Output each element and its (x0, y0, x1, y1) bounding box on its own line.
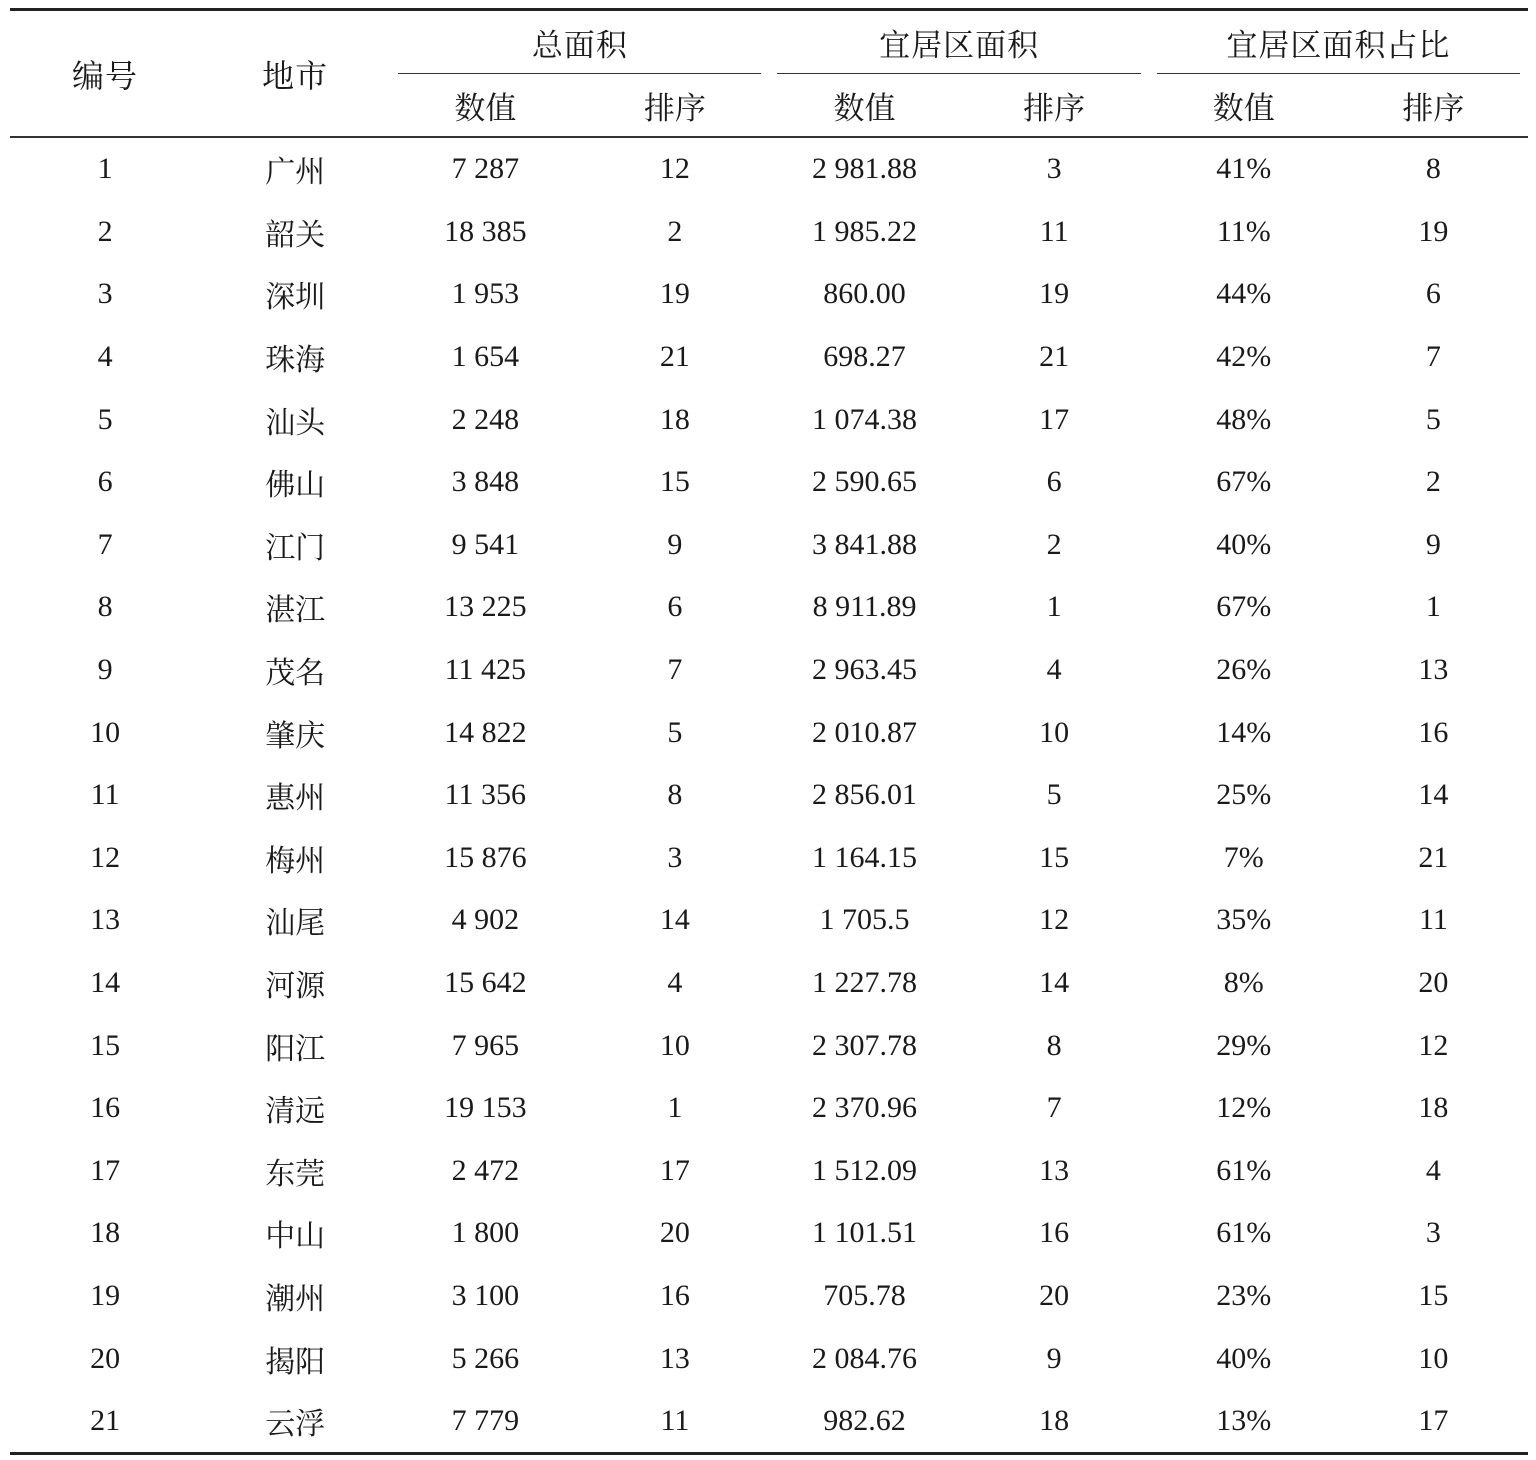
table-header (10, 10, 1528, 138)
cell-ratio-value: 40% (1216, 527, 1272, 561)
cell-ratio-rank: 11 (1418, 903, 1448, 937)
cell-livable-value: 2 981.88 (812, 152, 918, 186)
cell-id: 7 (97, 527, 113, 561)
cell-ratio-value: 14% (1216, 715, 1272, 749)
cell-livable-value: 1 164.15 (812, 840, 918, 874)
cell-total-value: 14 822 (444, 715, 527, 749)
cell-livable-value: 3 841.88 (812, 527, 918, 561)
cell-ratio-value: 29% (1216, 1028, 1272, 1062)
cell-livable-value: 1 512.09 (812, 1153, 918, 1187)
cell-city: 潮州 (265, 1281, 326, 1317)
cell-city: 韶关 (265, 217, 326, 253)
table-row (10, 451, 1528, 514)
cell-ratio-rank: 21 (1418, 840, 1449, 874)
cell-total-rank: 17 (659, 1153, 690, 1187)
table-row (10, 889, 1528, 952)
cell-id: 10 (90, 715, 121, 749)
cell-ratio-rank: 19 (1418, 214, 1449, 248)
cell-ratio-value: 11% (1216, 214, 1271, 248)
cell-livable-value: 1 985.22 (812, 214, 918, 248)
cell-livable-value: 2 084.76 (812, 1341, 918, 1375)
header-group-row (10, 10, 1528, 75)
data-table-container (10, 8, 1528, 1455)
cell-id: 18 (90, 1216, 121, 1250)
cell-city: 揭阳 (265, 1344, 326, 1380)
cell-city: 湛江 (265, 593, 326, 629)
cell-ratio-value: 8% (1223, 966, 1264, 1000)
cell-total-value: 9 541 (451, 527, 520, 561)
cell-ratio-value: 35% (1216, 903, 1272, 937)
cell-ratio-value: 23% (1216, 1278, 1272, 1312)
cell-total-rank: 5 (667, 715, 683, 749)
cell-ratio-rank: 12 (1418, 1028, 1449, 1062)
cell-total-value: 18 385 (444, 214, 527, 248)
cell-city: 清远 (265, 1094, 326, 1130)
header-total-area: 总面积 (390, 10, 769, 75)
header-livable-area: 宜居区面积 (769, 10, 1148, 75)
cell-city: 汕尾 (265, 906, 326, 942)
cell-city: 惠州 (265, 781, 326, 817)
cell-livable-rank: 20 (1039, 1278, 1070, 1312)
table-row (10, 1265, 1528, 1328)
cell-id: 17 (90, 1153, 121, 1187)
cell-total-rank: 20 (659, 1216, 690, 1250)
cell-total-value: 3 100 (451, 1278, 520, 1312)
cell-total-value: 7 779 (390, 1390, 580, 1454)
cell-total-value: 2 472 (451, 1153, 520, 1187)
cell-total-value: 15 642 (444, 966, 527, 1000)
cell-ratio-rank: 15 (1418, 1278, 1449, 1312)
cell-livable-value: 860.00 (823, 277, 906, 311)
cell-livable-value: 1 074.38 (812, 402, 918, 436)
cell-livable-rank: 10 (1039, 715, 1070, 749)
cell-total-value: 11 356 (444, 778, 526, 812)
cell-total-rank: 2 (667, 214, 683, 248)
cell-city: 东莞 (265, 1156, 326, 1192)
cell-livable-value: 2 370.96 (812, 1091, 918, 1125)
cell-city: 肇庆 (265, 718, 326, 754)
header-livable-rank: 排序 (960, 74, 1149, 137)
cell-livable-rank: 17 (1039, 402, 1070, 436)
cell-total-rank: 9 (667, 527, 683, 561)
table-row (10, 137, 1528, 201)
cell-livable-value: 2 590.65 (812, 465, 918, 499)
cell-total-value: 1 800 (451, 1216, 520, 1250)
cell-total-rank: 8 (667, 778, 683, 812)
cell-ratio-rank: 9 (1425, 527, 1441, 561)
table-row (10, 1202, 1528, 1265)
table-row (10, 764, 1528, 827)
table-body (10, 137, 1528, 1454)
header-ratio-value: 数值 (1149, 74, 1339, 137)
cell-ratio-rank: 8 (1425, 152, 1441, 186)
cell-ratio-rank: 14 (1418, 778, 1449, 812)
header-livable-ratio: 宜居区面积占比 (1149, 10, 1528, 75)
table-row (10, 952, 1528, 1015)
cell-id: 11 (90, 778, 120, 812)
cell-id: 3 (97, 277, 113, 311)
cell-ratio-rank: 10 (1418, 1341, 1449, 1375)
cell-livable-rank: 9 (1046, 1341, 1062, 1375)
cell-livable-rank: 19 (1039, 277, 1070, 311)
cell-livable-value: 982.62 (769, 1390, 959, 1454)
cell-ratio-rank: 20 (1418, 966, 1449, 1000)
cell-livable-rank: 12 (1039, 903, 1070, 937)
table-row (10, 201, 1528, 264)
table-row (10, 1140, 1528, 1203)
cell-total-rank: 14 (659, 903, 690, 937)
cell-livable-value: 705.78 (823, 1278, 906, 1312)
cell-ratio-rank: 13 (1418, 653, 1449, 687)
cell-ratio-value: 25% (1216, 778, 1272, 812)
table-row (10, 576, 1528, 639)
cell-ratio-value: 67% (1216, 465, 1272, 499)
table-row (10, 514, 1528, 577)
cell-id: 14 (90, 966, 121, 1000)
cell-livable-value: 698.27 (823, 340, 906, 374)
cell-livable-rank: 11 (1039, 214, 1069, 248)
cell-city: 云浮 (200, 1390, 390, 1454)
cell-livable-rank: 13 (1039, 1153, 1070, 1187)
cell-city: 梅州 (265, 843, 326, 879)
cell-livable-value: 1 705.5 (819, 903, 910, 937)
cell-ratio-rank: 4 (1425, 1153, 1441, 1187)
cell-total-rank: 16 (659, 1278, 690, 1312)
cell-livable-rank: 18 (960, 1390, 1149, 1454)
table-row (10, 388, 1528, 451)
cell-id: 20 (90, 1341, 121, 1375)
cell-ratio-value: 61% (1216, 1153, 1272, 1187)
cell-total-rank: 4 (667, 966, 683, 1000)
cell-total-value: 2 248 (451, 402, 520, 436)
table-row (10, 263, 1528, 326)
table-row (10, 827, 1528, 890)
cell-livable-rank: 15 (1039, 840, 1070, 874)
cell-id: 13 (90, 903, 121, 937)
cell-total-rank: 12 (659, 152, 690, 186)
cell-id: 12 (90, 840, 121, 874)
cell-total-rank: 19 (659, 277, 690, 311)
cell-ratio-value: 7% (1223, 840, 1264, 874)
header-total-rank: 排序 (580, 74, 769, 137)
cell-livable-rank: 3 (1046, 152, 1062, 186)
cell-livable-rank: 16 (1039, 1216, 1070, 1250)
cell-livable-rank: 7 (1046, 1091, 1062, 1125)
cell-ratio-value: 48% (1216, 402, 1272, 436)
cell-total-rank: 1 (667, 1091, 683, 1125)
cell-total-value: 13 225 (444, 590, 527, 624)
cell-ratio-rank: 2 (1425, 465, 1441, 499)
cell-livable-rank: 5 (1046, 778, 1062, 812)
header-ratio-rank: 排序 (1339, 74, 1528, 137)
cell-city: 江门 (265, 530, 326, 566)
cell-total-value: 7 287 (451, 152, 520, 186)
cell-total-value: 19 153 (444, 1091, 527, 1125)
cell-livable-rank: 14 (1039, 966, 1070, 1000)
table-row (10, 1327, 1528, 1390)
table-row (10, 1390, 1528, 1454)
table-row (10, 701, 1528, 764)
cell-id: 16 (90, 1091, 121, 1125)
cell-total-rank: 13 (659, 1341, 690, 1375)
cell-total-rank: 10 (659, 1028, 690, 1062)
cell-id: 8 (97, 590, 113, 624)
cell-total-value: 1 953 (451, 277, 520, 311)
cell-city: 阳江 (265, 1031, 326, 1067)
cell-total-value: 11 425 (444, 653, 526, 687)
cell-city: 河源 (265, 969, 326, 1005)
cell-total-value: 15 876 (444, 840, 527, 874)
cell-id: 5 (97, 402, 113, 436)
cell-city: 珠海 (265, 343, 326, 379)
cell-id: 6 (97, 465, 113, 499)
cell-livable-value: 1 227.78 (812, 966, 918, 1000)
cell-livable-rank: 4 (1046, 653, 1062, 687)
cell-ratio-value: 61% (1216, 1216, 1272, 1250)
table-row (10, 326, 1528, 389)
cell-total-rank: 11 (580, 1390, 769, 1454)
cell-livable-rank: 8 (1046, 1028, 1062, 1062)
cell-ratio-rank: 17 (1339, 1390, 1528, 1454)
cell-total-rank: 15 (659, 465, 690, 499)
cell-ratio-value: 67% (1216, 590, 1272, 624)
cell-livable-value: 2 010.87 (812, 715, 918, 749)
cell-total-value: 4 902 (451, 903, 520, 937)
cell-ratio-value: 13% (1149, 1390, 1339, 1454)
cell-city: 汕头 (265, 405, 326, 441)
cell-id: 9 (97, 653, 113, 687)
cell-ratio-rank: 16 (1418, 715, 1449, 749)
table-row (10, 639, 1528, 702)
cell-id: 15 (90, 1028, 121, 1062)
cell-ratio-value: 12% (1216, 1091, 1272, 1125)
cell-city: 佛山 (265, 468, 326, 504)
cell-ratio-rank: 1 (1425, 590, 1441, 624)
cell-id: 19 (90, 1278, 121, 1312)
cell-total-rank: 18 (659, 402, 690, 436)
cell-city: 茂名 (265, 656, 326, 692)
cell-total-rank: 6 (667, 590, 683, 624)
table-row (10, 1077, 1528, 1140)
cell-id: 4 (97, 340, 113, 374)
cell-total-value: 5 266 (451, 1341, 520, 1375)
header-city: 地市 (200, 10, 390, 138)
header-livable-value: 数值 (769, 74, 959, 137)
cell-livable-rank: 2 (1046, 527, 1062, 561)
cell-ratio-rank: 7 (1425, 340, 1441, 374)
cell-ratio-value: 44% (1216, 277, 1272, 311)
cell-total-rank: 21 (659, 340, 690, 374)
cell-livable-value: 8 911.89 (812, 590, 917, 624)
cell-livable-value: 2 963.45 (812, 653, 918, 687)
header-total-value: 数值 (390, 74, 580, 137)
cell-livable-value: 1 101.51 (812, 1216, 918, 1250)
table-row (10, 1014, 1528, 1077)
cell-ratio-rank: 5 (1425, 402, 1441, 436)
cell-livable-rank: 21 (1039, 340, 1070, 374)
cell-ratio-rank: 6 (1425, 277, 1441, 311)
cell-ratio-value: 26% (1216, 653, 1272, 687)
cell-ratio-value: 42% (1216, 340, 1272, 374)
cell-id: 21 (10, 1390, 200, 1454)
cell-ratio-rank: 18 (1418, 1091, 1449, 1125)
cell-total-rank: 7 (667, 653, 683, 687)
cell-total-value: 3 848 (451, 465, 520, 499)
cell-livable-rank: 1 (1046, 590, 1062, 624)
cell-livable-value: 2 307.78 (812, 1028, 918, 1062)
header-id: 编号 (10, 10, 200, 138)
cell-total-rank: 3 (667, 840, 683, 874)
cell-city: 深圳 (265, 280, 326, 316)
cell-id: 1 (97, 152, 113, 186)
cell-total-value: 1 654 (451, 340, 520, 374)
cell-livable-rank: 6 (1046, 465, 1062, 499)
city-area-table (10, 8, 1528, 1455)
cell-ratio-value: 40% (1216, 1341, 1272, 1375)
cell-ratio-rank: 3 (1425, 1216, 1441, 1250)
cell-livable-value: 2 856.01 (812, 778, 918, 812)
cell-total-value: 7 965 (451, 1028, 520, 1062)
cell-ratio-value: 41% (1216, 152, 1272, 186)
cell-city: 中山 (265, 1219, 326, 1255)
cell-id: 2 (97, 214, 113, 248)
cell-city: 广州 (265, 155, 326, 191)
